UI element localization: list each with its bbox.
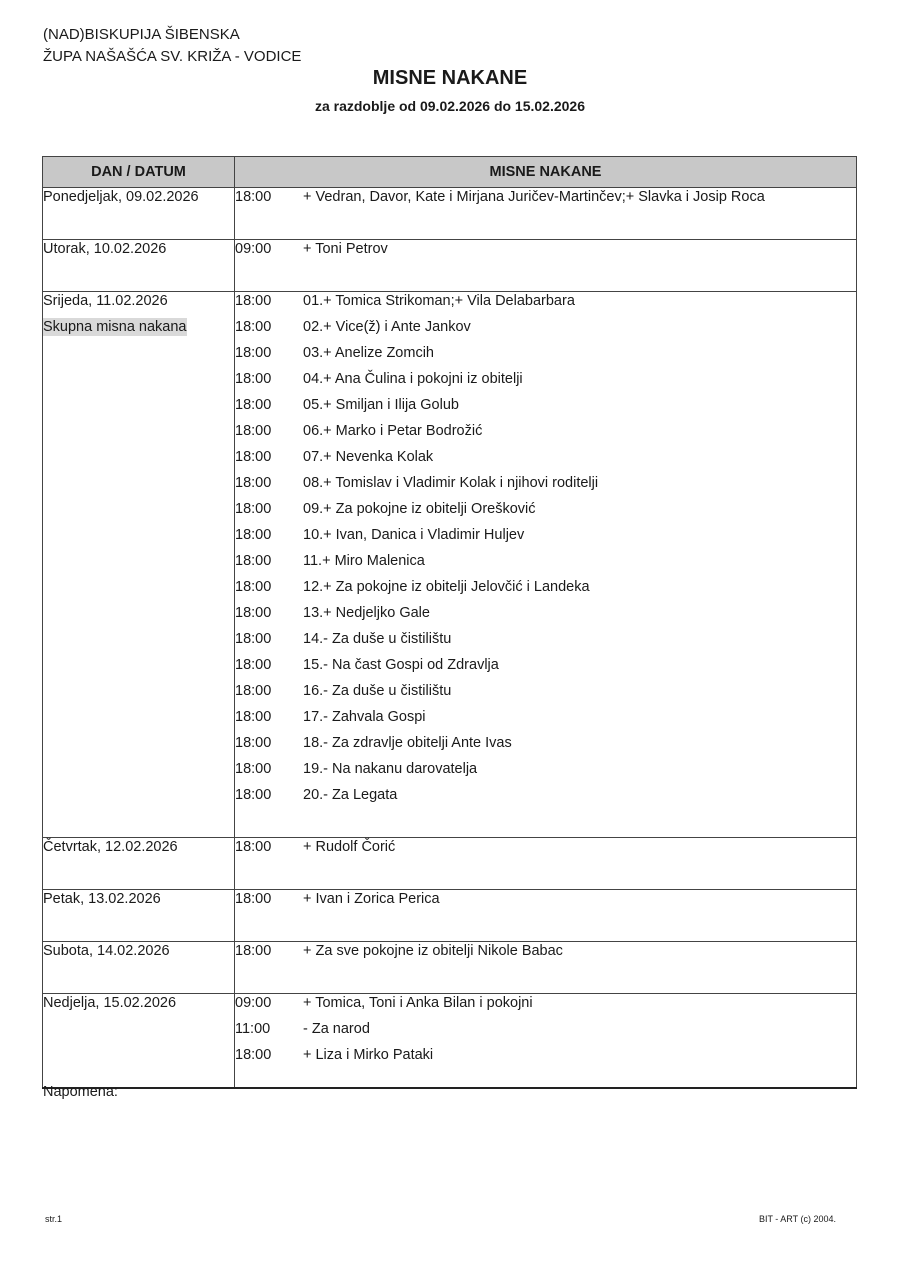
intention-text: 03.+ Anelize Zomcih bbox=[303, 345, 434, 361]
mass-intention bbox=[235, 240, 856, 266]
mass-intention bbox=[235, 318, 856, 344]
intention-text: 07.+ Nevenka Kolak bbox=[303, 449, 434, 465]
table-body bbox=[43, 188, 857, 1088]
mass-intention bbox=[235, 604, 856, 630]
mass-time: 09:00 bbox=[235, 995, 272, 1011]
intention-text: 13.+ Nedjeljko Gale bbox=[303, 605, 430, 621]
intention-text: 20.- Za Legata bbox=[303, 787, 398, 803]
mass-intention bbox=[235, 370, 856, 396]
mass-intention bbox=[235, 1020, 856, 1046]
intention-text: 09.+ Za pokojne iz obitelji Orešković bbox=[303, 501, 536, 517]
intention-text: - Za narod bbox=[303, 1021, 370, 1037]
mass-time: 18:00 bbox=[235, 189, 272, 205]
intentions-cell bbox=[235, 838, 857, 890]
mass-time: 18:00 bbox=[235, 527, 272, 543]
intention-text: + Tomica, Toni i Anka Bilan i pokojni bbox=[303, 995, 533, 1011]
mass-intention bbox=[235, 474, 856, 500]
mass-intention bbox=[235, 708, 856, 734]
mass-time: 18:00 bbox=[235, 943, 272, 959]
intention-text: 06.+ Marko i Petar Bodrožić bbox=[303, 423, 483, 439]
mass-time: 18:00 bbox=[235, 553, 272, 569]
mass-time: 18:00 bbox=[235, 787, 272, 803]
intentions-cell bbox=[235, 942, 857, 994]
day-date: Srijeda, 11.02.2026 bbox=[43, 293, 168, 309]
mass-time: 18:00 bbox=[235, 657, 272, 673]
intentions-cell bbox=[235, 188, 857, 240]
mass-intentions-table bbox=[42, 156, 857, 1089]
day-date: Ponedjeljak, 09.02.2026 bbox=[43, 189, 199, 205]
intention-text: 14.- Za duše u čistilištu bbox=[303, 631, 452, 647]
intentions-cell bbox=[235, 240, 857, 292]
mass-intention bbox=[235, 890, 856, 916]
intention-text: 15.- Na čast Gospi od Zdravlja bbox=[303, 657, 499, 673]
day-row bbox=[43, 890, 857, 942]
mass-time: 18:00 bbox=[235, 319, 272, 335]
mass-time: 18:00 bbox=[235, 371, 272, 387]
column-header-intentions: MISNE NAKANE bbox=[235, 157, 857, 188]
intention-text: 05.+ Smiljan i Ilija Golub bbox=[303, 397, 459, 413]
intention-text: 08.+ Tomislav i Vladimir Kolak i njihovi roditelji bbox=[303, 475, 599, 491]
column-header-day: DAN / DATUM bbox=[43, 157, 235, 188]
mass-time: 18:00 bbox=[235, 501, 272, 517]
mass-intention bbox=[235, 786, 856, 812]
intention-text: + Ivan i Zorica Perica bbox=[303, 891, 440, 907]
mass-time: 18:00 bbox=[235, 449, 272, 465]
mass-intention bbox=[235, 630, 856, 656]
mass-intention bbox=[235, 838, 856, 864]
mass-time: 11:00 bbox=[235, 1021, 271, 1037]
day-cell bbox=[43, 838, 235, 890]
mass-intention bbox=[235, 422, 856, 448]
day-row bbox=[43, 188, 857, 240]
intention-text: + Toni Petrov bbox=[303, 241, 388, 257]
intention-text: 16.- Za duše u čistilištu bbox=[303, 683, 452, 699]
day-date: Subota, 14.02.2026 bbox=[43, 943, 170, 959]
intention-text: 12.+ Za pokojne iz obitelji Jelovčić i Landeka bbox=[303, 579, 590, 595]
mass-intention bbox=[235, 656, 856, 682]
mass-time: 18:00 bbox=[235, 1047, 272, 1063]
mass-intention bbox=[235, 500, 856, 526]
mass-time: 18:00 bbox=[235, 631, 272, 647]
mass-intention bbox=[235, 994, 856, 1020]
mass-intention bbox=[235, 942, 856, 968]
intention-text: 01.+ Tomica Strikoman;+ Vila Delabarbara bbox=[303, 293, 575, 309]
mass-time: 18:00 bbox=[235, 683, 272, 699]
intention-text: 19.- Na nakanu darovatelja bbox=[303, 761, 478, 777]
intention-text: 18.- Za zdravlje obitelji Ante Ivas bbox=[303, 735, 512, 751]
day-row bbox=[43, 942, 857, 994]
intention-text: + Za sve pokojne iz obitelji Nikole Babac bbox=[303, 943, 563, 959]
day-cell bbox=[43, 292, 235, 838]
intention-text: + Liza i Mirko Pataki bbox=[303, 1047, 434, 1063]
page-number: str.1 bbox=[45, 1214, 63, 1224]
mass-intention bbox=[235, 1046, 856, 1072]
mass-time: 18:00 bbox=[235, 475, 272, 491]
day-cell bbox=[43, 942, 235, 994]
mass-time: 18:00 bbox=[235, 397, 272, 413]
intentions-cell bbox=[235, 994, 857, 1088]
mass-intention bbox=[235, 292, 856, 318]
mass-time: 18:00 bbox=[235, 709, 272, 725]
day-date: Četvrtak, 12.02.2026 bbox=[43, 839, 178, 855]
mass-intention bbox=[235, 734, 856, 760]
mass-intention bbox=[235, 344, 856, 370]
day-cell bbox=[43, 890, 235, 942]
mass-time: 18:00 bbox=[235, 423, 272, 439]
intention-text: 11.+ Miro Malenica bbox=[303, 553, 425, 569]
mass-intention bbox=[235, 396, 856, 422]
day-row bbox=[43, 292, 857, 838]
day-row bbox=[43, 838, 857, 890]
mass-intention bbox=[235, 578, 856, 604]
mass-intention bbox=[235, 552, 856, 578]
intention-text: 02.+ Vice(ž) i Ante Jankov bbox=[303, 319, 471, 335]
group-intention-note: Skupna misna nakana bbox=[43, 319, 187, 335]
table-header-row bbox=[43, 157, 857, 188]
footer-credit: BIT - ART (c) 2004. bbox=[758, 1214, 836, 1224]
diocese-name: (NAD)BISKUPIJA ŠIBENSKA bbox=[43, 26, 240, 43]
day-date: Petak, 13.02.2026 bbox=[43, 891, 161, 907]
mass-intention bbox=[235, 682, 856, 708]
day-cell bbox=[43, 188, 235, 240]
mass-time: 18:00 bbox=[235, 345, 272, 361]
mass-time: 18:00 bbox=[235, 579, 272, 595]
mass-time: 18:00 bbox=[235, 735, 272, 751]
mass-time: 18:00 bbox=[235, 839, 272, 855]
mass-time: 18:00 bbox=[235, 761, 272, 777]
note-label: Napomena: bbox=[43, 1084, 118, 1100]
intention-text: 04.+ Ana Čulina i pokojni iz obitelji bbox=[303, 371, 523, 387]
intentions-cell bbox=[235, 292, 857, 838]
parish-name: ŽUPA NAŠAŠĆA SV. KRIŽA - VODICE bbox=[43, 48, 302, 65]
mass-time: 18:00 bbox=[235, 605, 272, 621]
intention-text: 10.+ Ivan, Danica i Vladimir Huljev bbox=[303, 527, 525, 543]
day-cell bbox=[43, 240, 235, 292]
day-row bbox=[43, 994, 857, 1088]
day-date: Nedjelja, 15.02.2026 bbox=[43, 995, 177, 1011]
mass-time: 09:00 bbox=[235, 241, 272, 257]
mass-intention bbox=[235, 448, 856, 474]
mass-intention bbox=[235, 188, 856, 214]
mass-intention bbox=[235, 526, 856, 552]
page-title: MISNE NAKANE bbox=[372, 67, 528, 89]
mass-time: 18:00 bbox=[235, 293, 272, 309]
mass-intention bbox=[235, 760, 856, 786]
period-subtitle: za razdoblje od 09.02.2026 do 15.02.2026 bbox=[314, 98, 586, 114]
day-cell bbox=[43, 994, 235, 1088]
intention-text: + Vedran, Davor, Kate i Mirjana Juričev-Martinčev;+ Slavka i Josip Roca bbox=[303, 189, 765, 205]
intention-text: + Rudolf Čorić bbox=[303, 839, 396, 855]
intentions-cell bbox=[235, 890, 857, 942]
mass-time: 18:00 bbox=[235, 891, 272, 907]
day-date: Utorak, 10.02.2026 bbox=[43, 241, 167, 257]
intention-text: 17.- Zahvala Gospi bbox=[303, 709, 426, 725]
day-row bbox=[43, 240, 857, 292]
